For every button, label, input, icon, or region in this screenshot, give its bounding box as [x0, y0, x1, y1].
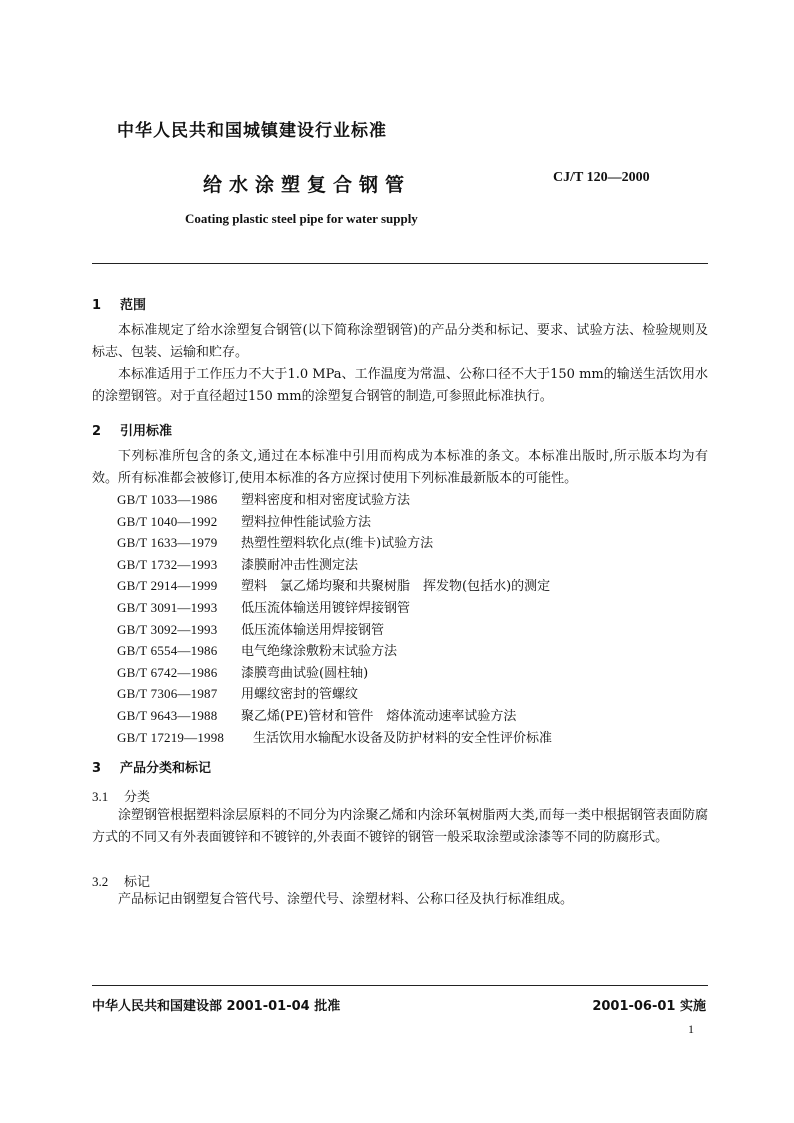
ref-code: GB/T 3092—1993	[117, 621, 218, 637]
subsection-3-1-heading	[92, 786, 150, 805]
standard-number: CJ/T 120—2000	[553, 170, 650, 185]
subsection-title: 分类	[124, 790, 151, 805]
ref-title: 电气绝缘涂敷粉末试验方法	[241, 644, 398, 660]
document-title-cn: 给水涂塑复合钢管	[203, 174, 412, 196]
issuing-authority: 中华人民共和国城镇建设行业标准	[117, 121, 387, 141]
subsection-3-2-body	[92, 889, 708, 911]
ref-code: GB/T 1633—1979	[117, 535, 218, 551]
ref-title: 漆膜耐冲击性测定法	[241, 557, 359, 573]
list-item	[117, 490, 552, 512]
ref-title: 低压流体输送用焊接钢管	[241, 622, 385, 638]
effective-date: 2001-06-01 实施	[592, 999, 706, 1014]
paragraph: 产品标记由钢塑复合管代号、涂塑代号、涂塑材料、公称口径及执行标准组成。	[118, 892, 574, 907]
ref-title: 生活饮用水输配水设备及防护材料的安全性评价标准	[253, 730, 553, 746]
list-item	[117, 706, 552, 728]
list-item	[117, 684, 552, 706]
ref-code: GB/T 1033—1986	[117, 492, 218, 507]
ref-code: GB/T 7306—1987	[117, 686, 218, 702]
subsection-title: 标记	[124, 875, 151, 890]
footer-divider	[92, 985, 708, 986]
document-title-en: Coating plastic steel pipe for water supply	[185, 211, 418, 226]
list-item	[117, 512, 552, 534]
ref-title: 聚乙烯(PE)管材和管件 熔体流动速率试验方法	[241, 708, 517, 724]
section-number: 2	[92, 424, 102, 439]
referenced-standards-list	[117, 490, 552, 749]
list-item	[117, 598, 552, 620]
ref-title: 低压流体输送用镀锌焊接钢管	[241, 600, 411, 616]
paragraph: 下列标准所包含的条文,通过在本标准中引用而构成为本标准的条文。本标准出版时,所示版本均为有效。所有标准都会被修订,使用本标准的各方应探讨使用下列标准最新版本的可能性。	[92, 449, 708, 486]
list-item	[117, 641, 552, 663]
list-item	[117, 663, 552, 685]
section-title: 范围	[120, 298, 147, 313]
section-3-heading	[92, 757, 211, 776]
list-item	[117, 555, 552, 577]
ref-code: GB/T 3091—1993	[117, 599, 218, 615]
section-title: 引用标准	[120, 424, 173, 439]
header-divider	[92, 263, 708, 264]
approval-date: 中华人民共和国建设部 2001-01-04 批准	[92, 999, 341, 1014]
section-title: 产品分类和标记	[120, 761, 212, 776]
ref-code: GB/T 6554—1986	[117, 643, 218, 659]
ref-title: 塑料拉伸性能试验方法	[241, 514, 372, 530]
ref-code: GB/T 1732—1993	[117, 556, 218, 572]
section-2-heading	[92, 420, 172, 439]
page-number: 1	[688, 1022, 694, 1036]
ref-title: 用螺纹密封的管螺纹	[241, 687, 359, 703]
ref-code: GB/T 17219—1998	[117, 729, 225, 745]
list-item	[117, 533, 552, 555]
section-number: 3	[92, 761, 102, 776]
section-number: 1	[92, 298, 102, 313]
ref-title: 漆膜弯曲试验(圆柱轴)	[241, 665, 369, 681]
paragraph: 本标准适用于工作压力不大于1.0 MPa、工作温度为常温、公称口径不大于150 mm的输送生活饮用水的涂塑钢管。对于直径超过150 mm的涂塑复合钢管的制造,可参照此标准执行。	[92, 367, 708, 404]
section-2-intro	[92, 446, 708, 490]
ref-code: GB/T 1040—1992	[117, 513, 218, 529]
subsection-3-1-body	[92, 805, 708, 849]
section-1-heading	[92, 294, 146, 313]
list-item	[117, 576, 552, 598]
subsection-3-2-heading	[92, 871, 150, 890]
section-1-body	[92, 320, 708, 408]
ref-title: 塑料密度和相对密度试验方法	[241, 493, 411, 508]
ref-title: 热塑性塑料软化点(维卡)试验方法	[241, 536, 434, 552]
subsection-number: 3.1	[92, 789, 109, 804]
ref-code: GB/T 2914—1999	[117, 578, 218, 594]
paragraph: 本标准规定了给水涂塑复合钢管(以下简称涂塑钢管)的产品分类和标记、要求、试验方法、检验规则及标志、包装、运输和贮存。	[92, 323, 708, 360]
ref-title: 塑料 氯乙烯均聚和共聚树脂 挥发物(包括水)的测定	[241, 579, 551, 595]
list-item	[117, 620, 552, 642]
ref-code: GB/T 6742—1986	[117, 664, 218, 680]
list-item	[117, 728, 552, 750]
paragraph: 涂塑钢管根据塑料涂层原料的不同分为内涂聚乙烯和内涂环氧树脂两大类,而每一类中根据钢管表面防腐方式的不同又有外表面镀锌和不镀锌的,外表面不镀锌的钢管一般采取涂塑或涂漆等不同的防腐形式。	[92, 808, 708, 845]
ref-code: GB/T 9643—1988	[117, 707, 218, 723]
subsection-number: 3.2	[92, 874, 109, 889]
